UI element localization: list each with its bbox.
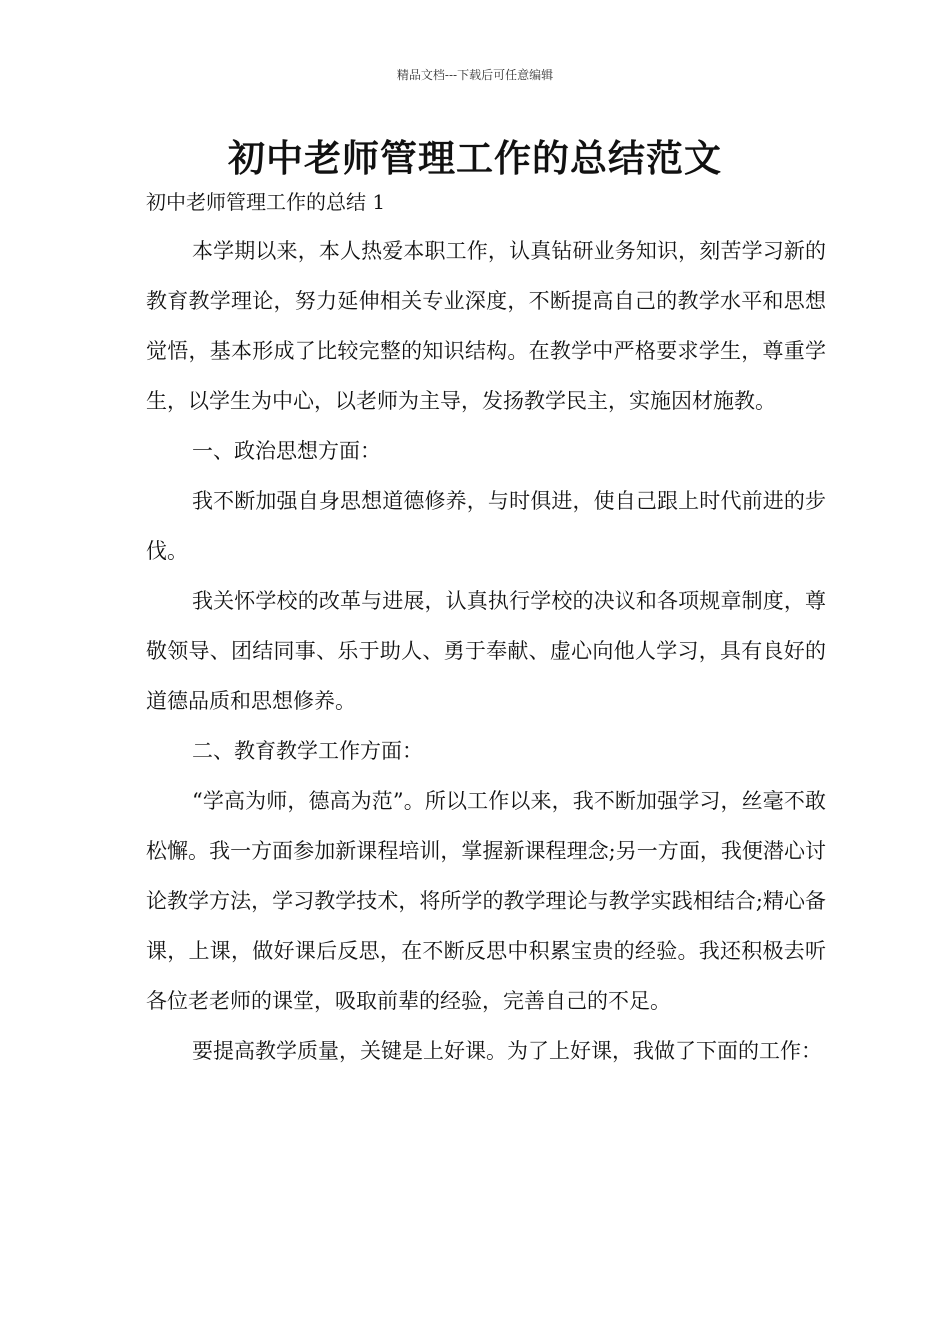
paragraph-teaching-2: 要提高教学质量，关键是上好课。为了上好课，我做了下面的工作： bbox=[192, 1039, 822, 1063]
paragraph-politics-1: 我不断加强自身思想道德修养，与时俱进，使自己跟上时代前进的步伐。 bbox=[146, 489, 826, 563]
paragraph-teaching-1: “学高为师，德高为范”。所以工作以来，我不断加强学习，丝毫不敢松懈。我一方面参加新课程培训，掌握新课程理念;另一方面，我便潜心讨论教学方法，学习教学技术，将所学的教学理论与教学实践相结合;精心备课，上课，做好课后反思，在不断反思中积累宝贵的经验。我还积极去听各位老老师的课堂，吸取前辈的经验，完善自己的不足。 bbox=[146, 789, 826, 1013]
paragraph-intro: 本学期以来，本人热爱本职工作，认真钻研业务知识，刻苦学习新的教育教学理论，努力延伸相关专业深度，不断提高自己的教学水平和思想觉悟，基本形成了比较完整的知识结构。在教学中严格要求学生，尊重学生，以学生为中心，以老师为主导，发扬教学民主，实施因材施教。 bbox=[146, 239, 826, 413]
header-note: 精品文档---下载后可任意编辑 bbox=[396, 68, 554, 82]
paragraph-politics-2: 我关怀学校的改革与进展，认真执行学校的决议和各项规章制度，尊敬领导、团结同事、乐于助人、勇于奉献、虚心向他人学习，具有良好的道德品质和思想修养。 bbox=[146, 589, 826, 713]
section-subtitle: 初中老师管理工作的总结 1 bbox=[146, 190, 386, 214]
document-title: 初中老师管理工作的总结范文 bbox=[228, 137, 722, 180]
section-heading-teaching: 二、教育教学工作方面： bbox=[192, 739, 423, 763]
document-body bbox=[146, 226, 826, 1076]
section-heading-politics: 一、政治思想方面： bbox=[192, 439, 381, 463]
